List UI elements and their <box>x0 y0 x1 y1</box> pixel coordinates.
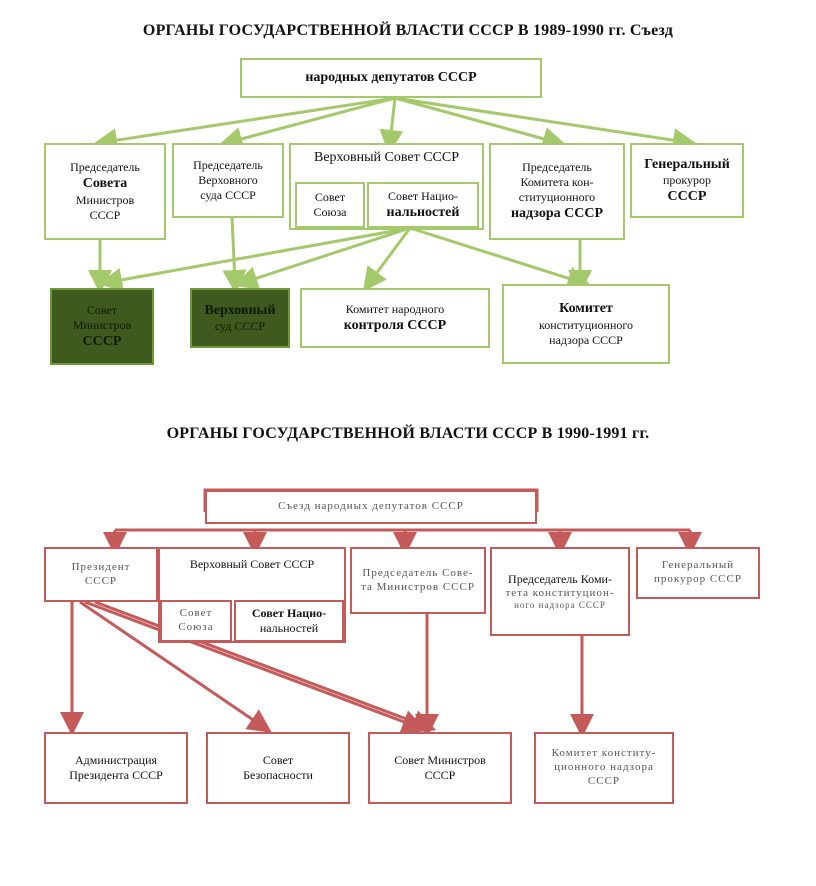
box-line: прокурор <box>662 173 712 187</box>
box-line: Председатель Коми- <box>508 571 612 586</box>
box-line: СССР <box>667 189 707 204</box>
box-line: Генеральный <box>661 559 735 572</box>
bottom-soviet-of-nationalities <box>234 600 344 642</box>
box-line: Совет <box>86 302 118 317</box>
box-line: СССР <box>84 574 118 587</box>
box-line: конституционного <box>538 317 634 332</box>
top-people-control-committee <box>300 288 490 348</box>
box-line: Совет Нацио- <box>387 188 458 203</box>
box-line: Председатель <box>70 160 140 175</box>
box-line: Совет <box>262 753 294 767</box>
box-line: Председатель <box>193 158 263 172</box>
box-line: Комитета кон- <box>520 175 594 190</box>
bottom-constitutional-committee <box>534 732 674 804</box>
box-line: надзора СССР <box>549 332 623 347</box>
box-line: Комитет конститу- <box>551 747 657 760</box>
box-line: Совет Нацио- <box>251 606 327 620</box>
box-line: СССР <box>587 774 621 787</box>
top-council-of-ministers <box>50 288 154 365</box>
box-line: суд СССР <box>214 319 266 334</box>
top-root-label: народных депутатов СССР <box>305 70 477 86</box>
top-arrow <box>232 218 235 282</box>
box-line: Комитет народного <box>345 301 445 316</box>
top-root-congress <box>240 58 542 98</box>
box-line: та Министров СССР <box>361 580 475 593</box>
box-line: Безопасности <box>243 768 313 782</box>
bottom-diagram-title: ОРГАНЫ ГОСУДАРСТВЕННОЙ ВЛАСТИ СССР В 1990-1991 гг. <box>166 425 650 442</box>
box-line: нальностей <box>259 621 319 635</box>
top-arrow <box>245 228 410 282</box>
box-line: Президента СССР <box>69 768 163 782</box>
box-line: Верховного <box>198 173 258 187</box>
box-line: Совет Министров <box>394 753 486 767</box>
top-diagram-title: ОРГАНЫ ГОСУДАРСТВЕННОЙ ВЛАСТИ СССР В 1989-1990 гг. Съезд <box>142 22 674 39</box>
bottom-supreme-soviet-label: Верховный Совет СССР <box>189 557 315 571</box>
bottom-root-label: Съезд народных депутатов СССР <box>278 500 464 513</box>
box-line: Союза <box>313 205 347 219</box>
box-line: Верховный <box>204 302 276 318</box>
bottom-soviet-of-union <box>160 600 232 642</box>
box-line: СССР <box>89 207 121 222</box>
top-chairman-supreme-court <box>172 143 284 218</box>
top-supreme-court <box>190 288 290 348</box>
bottom-president <box>44 547 158 602</box>
top-soviet-of-union <box>295 182 365 228</box>
box-line: Совет <box>179 607 213 620</box>
box-line: Совета <box>82 176 128 192</box>
box-line: тета конституцион- <box>505 586 615 599</box>
bottom-council-of-ministers <box>368 732 512 804</box>
top-constitutional-committee <box>502 284 670 364</box>
box-line: суда СССР <box>200 188 256 202</box>
top-soviet-of-nationalities <box>367 182 479 228</box>
box-line: ного надзора СССР <box>514 600 606 611</box>
box-line: Председатель <box>522 160 592 175</box>
top-arrow <box>390 98 395 142</box>
top-arrow <box>395 98 685 142</box>
top-chairman-council-of-ministers <box>44 143 166 240</box>
top-supreme-soviet-label: Верховный Совет СССР <box>313 150 460 165</box>
box-line: Министров <box>75 192 135 207</box>
box-line: Председатель Сове- <box>362 566 474 579</box>
box-line: Союза <box>178 621 214 633</box>
box-line: прокурор СССР <box>654 573 742 585</box>
box-line: Генеральный <box>644 156 730 172</box>
box-line: Президент <box>71 560 131 573</box>
box-line: ституционного <box>518 190 596 205</box>
bottom-prosecutor-general <box>636 547 760 599</box>
box-line: Администрация <box>74 753 158 767</box>
box-line: Комитет <box>559 301 613 317</box>
bottom-chairman-constitutional-committee <box>490 547 630 636</box>
top-prosecutor-general <box>630 143 744 218</box>
box-line: Совет <box>314 190 346 204</box>
box-line: СССР <box>82 333 122 349</box>
bottom-chairman-council-of-ministers <box>350 547 486 614</box>
box-line: нальностей <box>386 204 460 220</box>
bottom-presidential-administration <box>44 732 188 804</box>
bottom-root-congress <box>205 490 537 524</box>
box-line: СССР <box>424 768 456 782</box>
bottom-security-council <box>206 732 350 804</box>
box-line: надзора СССР <box>510 206 604 222</box>
box-line: Министров <box>72 317 132 332</box>
top-chairman-constitutional-committee <box>489 143 625 240</box>
box-line: контроля СССР <box>343 317 447 333</box>
box-line: ционного надзора <box>554 761 654 774</box>
